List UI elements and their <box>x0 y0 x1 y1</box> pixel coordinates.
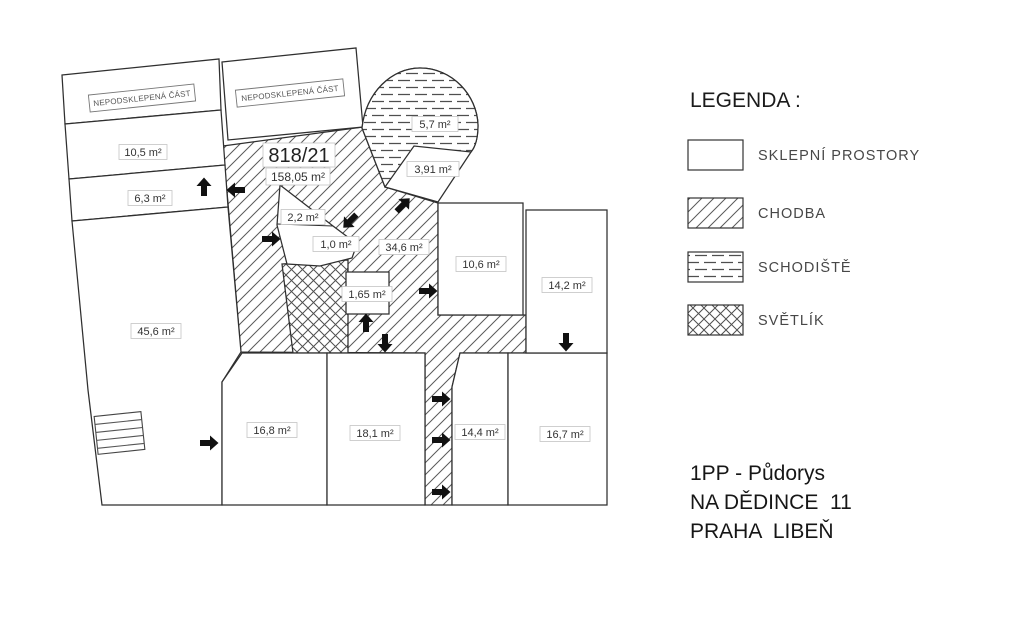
legend-swatch-svetlik <box>688 305 743 335</box>
nepodsklepena-label-1-text: NEPODSKLEPENÁ ČÁST <box>92 88 192 109</box>
exterior-stairs <box>94 412 145 455</box>
legend-swatch-sklepni-prostory <box>688 140 743 170</box>
room-label-2-2 <box>281 210 325 225</box>
svg-text:1,0 m²: 1,0 m² <box>320 239 352 251</box>
svg-text:5,7 m²: 5,7 m² <box>419 119 451 131</box>
room-label-3-91 <box>407 162 459 177</box>
room-label-10-6 <box>456 257 506 272</box>
svg-text:10,5 m²: 10,5 m² <box>124 147 162 159</box>
legend-label-svetlik: SVĚTLÍK <box>758 313 825 329</box>
svg-text:1,65 m²: 1,65 m² <box>348 289 386 301</box>
room-label-1-0 <box>313 237 359 252</box>
parcel-number: 818/21 <box>268 145 330 167</box>
legend-label-sklepni-prostory: SKLEPNÍ PROSTORY <box>758 148 921 164</box>
room-label-10-5 <box>119 145 167 160</box>
legend-label-schodiste: SCHODIŠTĚ <box>758 260 852 276</box>
room-label-45-6 <box>131 324 181 339</box>
parcel-label <box>263 143 335 185</box>
svg-text:6,3 m²: 6,3 m² <box>134 193 166 205</box>
svg-text:16,8 m²: 16,8 m² <box>253 425 291 437</box>
legend-label-chodba: CHODBA <box>758 206 827 222</box>
legend-swatch-schodiste <box>688 252 743 282</box>
room-label-18-1 <box>350 426 400 441</box>
svg-text:14,2 m²: 14,2 m² <box>548 280 586 292</box>
title-line-2: NA DĚDINCE 11 <box>690 491 852 514</box>
svg-text:2,2 m²: 2,2 m² <box>287 212 319 224</box>
room-label-34-6 <box>379 240 429 255</box>
legend-title: LEGENDA : <box>690 89 801 112</box>
room-label-16-7 <box>540 427 590 442</box>
legend-swatch-chodba <box>688 198 743 228</box>
room-label-6-3 <box>128 191 172 206</box>
room-label-1-65 <box>342 287 392 302</box>
svg-text:10,6 m²: 10,6 m² <box>462 259 500 271</box>
room-label-14-4 <box>455 425 505 440</box>
svg-text:18,1 m²: 18,1 m² <box>356 428 394 440</box>
room-label-16-8 <box>247 423 297 438</box>
parcel-area: 158,05 m² <box>270 170 326 184</box>
svg-text:16,7 m²: 16,7 m² <box>546 429 584 441</box>
svg-text:34,6 m²: 34,6 m² <box>385 242 423 254</box>
nepodsklepena-label-2-text: NEPODSKLEPENÁ ČÁST <box>240 83 340 104</box>
title-line-1: 1PP - Půdorys <box>690 462 826 485</box>
room-label-14-2 <box>542 278 592 293</box>
svetlik-region <box>282 260 348 353</box>
title-block <box>690 462 852 543</box>
svg-text:14,4 m²: 14,4 m² <box>461 427 499 439</box>
svg-text:45,6 m²: 45,6 m² <box>137 326 175 338</box>
room-label-5-7 <box>412 117 458 132</box>
room-45-6 <box>72 207 241 505</box>
legend <box>688 89 920 335</box>
svg-text:3,91 m²: 3,91 m² <box>414 164 452 176</box>
title-line-3: PRAHA LIBEŇ <box>690 520 834 543</box>
